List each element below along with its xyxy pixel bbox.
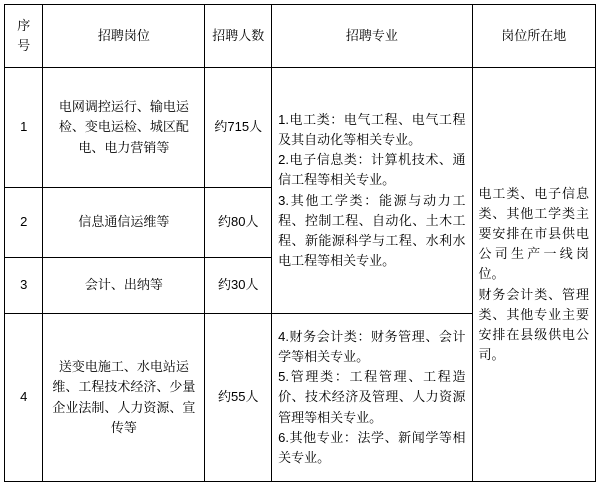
major-item: 4.财务会计类：财务管理、会计学等相关专业。 (278, 329, 466, 365)
major-cell-block-2 (272, 314, 472, 482)
row-2-no: 2 (5, 188, 43, 258)
major-item: 5.管理类：工程管理、工程造价、技术经济及管理、人力资源管理等相关专业。 (278, 369, 466, 425)
row-2-post: 信息通信运维等 (43, 188, 205, 258)
place-cell-block (472, 68, 596, 482)
row-4-number: 约55人 (205, 314, 272, 482)
recruitment-table (4, 4, 596, 482)
header-cell-post: 招聘岗位 (43, 5, 205, 68)
row-4-post: 送变电施工、水电站运维、工程技术经济、少量企业法制、人力资源、宣传等 (43, 314, 205, 482)
header-cell-number: 招聘人数 (205, 5, 272, 68)
place-item: 电工类、电子信息类、其他工学类主要安排在市县供电公司生产一线岗位。 (478, 185, 589, 282)
table-body (5, 68, 596, 482)
table-row (5, 68, 596, 188)
row-3-number: 约30人 (205, 258, 272, 314)
header-cell-place: 岗位所在地 (472, 5, 596, 68)
table-header-row (5, 5, 596, 68)
major-cell-block-1 (272, 68, 472, 314)
table-header (5, 5, 596, 68)
major-item: 6.其他专业：法学、新闻学等相关专业。 (278, 429, 466, 465)
header-cell-major: 招聘专业 (272, 5, 472, 68)
row-2-number: 约80人 (205, 188, 272, 258)
major-item: 1.电工类：电气工程、电气工程及其自动化等相关专业。 (278, 111, 466, 148)
major-item: 3.其他工学类：能源与动力工程、控制工程、自动化、土木工程、新能源科学与工程、水利水电工程等相关专业。 (278, 192, 466, 268)
place-item: 财务会计类、管理类、其他专业主要安排在县级供电公司。 (478, 286, 589, 362)
row-3-no: 3 (5, 258, 43, 314)
major-item: 2.电子信息类：计算机技术、通信工程等相关专业。 (278, 152, 466, 188)
row-1-no: 1 (5, 68, 43, 188)
row-1-post: 电网调控运行、输电运检、变电运检、城区配电、电力营销等 (43, 68, 205, 188)
header-cell-no: 序号 (5, 5, 43, 68)
row-3-post: 会计、出纳等 (43, 258, 205, 314)
row-4-no: 4 (5, 314, 43, 482)
row-1-number: 约715人 (205, 68, 272, 188)
